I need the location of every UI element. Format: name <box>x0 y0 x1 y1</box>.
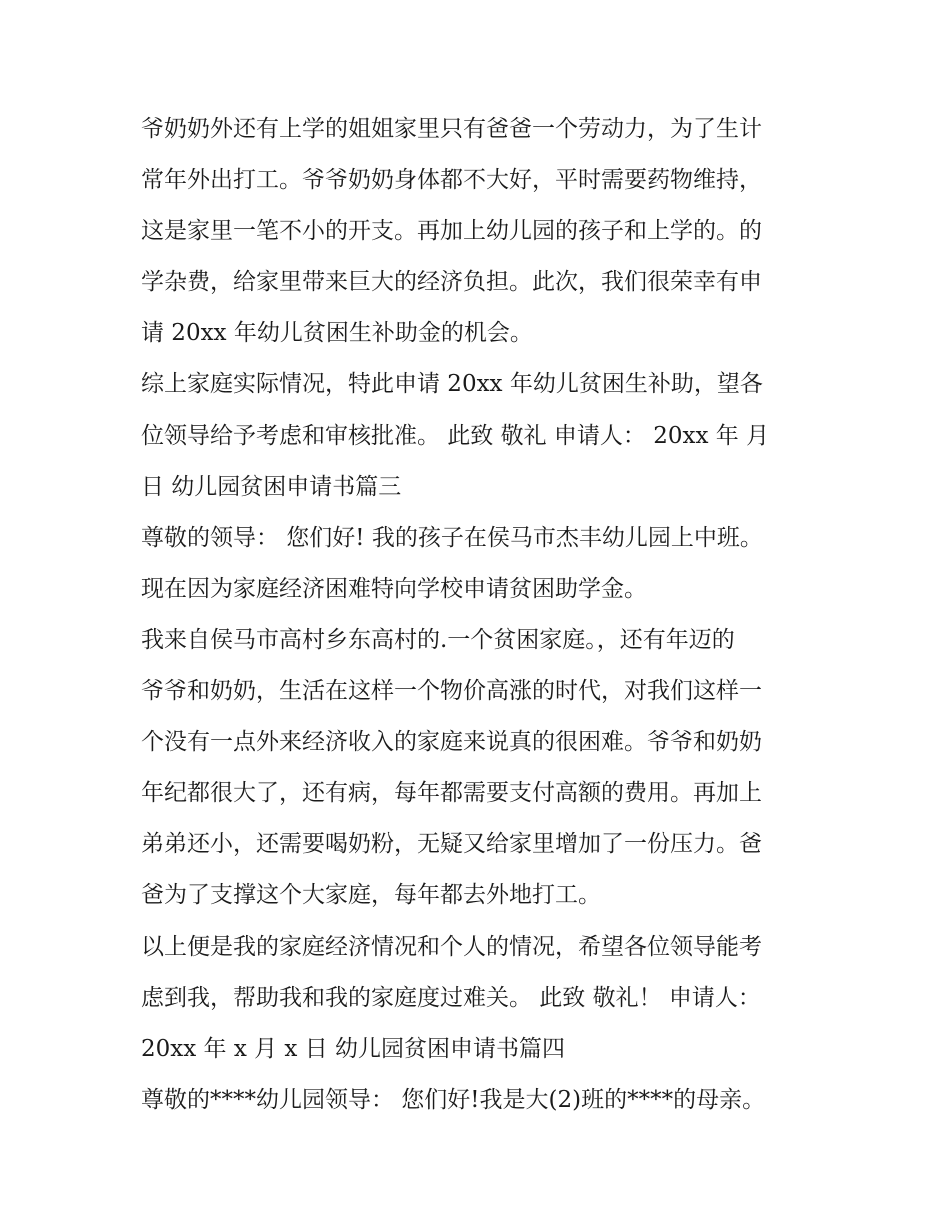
text-line: 这是家里一笔不小的开支。再加上幼儿园的孩子和上学的。的 <box>141 218 762 245</box>
text-line: 爸为了支撑这个大家庭，每年都去外地打工。 <box>141 882 601 909</box>
text-line: 尊敬的****幼儿园领导： 您们好!我是大(2)班的****的母亲。 <box>141 1086 766 1113</box>
text-line: 爷爷和奶奶，生活在这样一个物价高涨的时代，对我们这样一 <box>141 678 762 705</box>
section-heading-line: 20xx 年 x 月 x 日 幼儿园贫困申请书篇四 <box>141 1035 566 1062</box>
text-line: 爷奶奶外还有上学的姐姐家里只有爸爸一个劳动力，为了生计 <box>141 116 762 142</box>
section-heading-line: 日 幼儿园贫困申请书篇三 <box>141 473 402 500</box>
text-line: 个没有一点外来经济收入的家庭来说真的很困难。爷爷和奶奶 <box>141 729 762 756</box>
text-line: 请 20xx 年幼儿贫困生补助金的机会。 <box>141 320 533 347</box>
text-line: 以上便是我的家庭经济情况和个人的情况，希望各位领导能考 <box>141 933 762 960</box>
text-line: 综上家庭实际情况，特此申请 20xx 年幼儿贫困生补助，望各 <box>141 371 763 398</box>
text-line: 现在因为家庭经济困难特向学校申请贫困助学金。 <box>141 575 647 602</box>
text-line: 弟弟还小，还需要喝奶粉，无疑又给家里增加了一份压力。爸 <box>141 831 762 858</box>
document-body <box>141 104 841 1126</box>
text-line: 我来自侯马市高村乡东高村的.一个贫困家庭。，还有年迈的 <box>141 626 735 653</box>
text-line: 学杂费，给家里带来巨大的经济负担。此次，我们很荣幸有申 <box>141 269 762 296</box>
text-line: 位领导给予考虑和审核批准。 此致 敬礼 申请人： 20xx 年 月 <box>141 422 770 449</box>
text-line: 常年外出打工。爷爷奶奶身体都不大好，平时需要药物维持， <box>141 167 762 194</box>
text-line: 尊敬的领导： 您们好! 我的孩子在侯马市杰丰幼儿园上中班。 <box>141 524 763 551</box>
text-line: 虑到我，帮助我和我的家庭度过难关。 此致 敬礼！ 申请人： <box>141 984 761 1011</box>
text-line: 年纪都很大了，还有病，每年都需要支付高额的费用。再加上 <box>141 780 762 807</box>
